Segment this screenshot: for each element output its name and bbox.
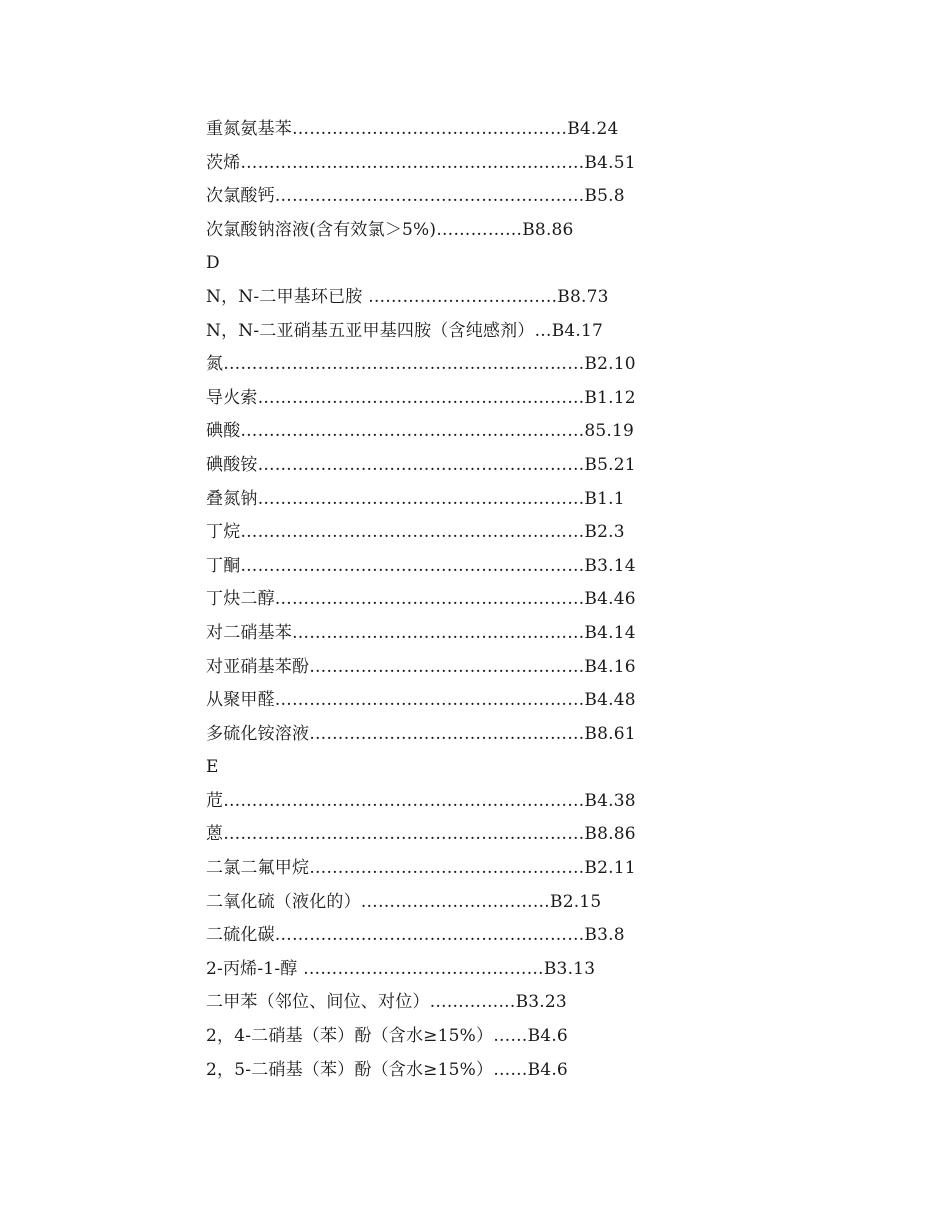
index-entry: 碘酸……………………………………………………85.19 <box>206 421 635 442</box>
index-entry: 导火索…………………………………………………B1.12 <box>206 387 636 408</box>
index-entry: 碘酸铵…………………………………………………B5.21 <box>206 454 636 475</box>
index-entry: 2，5-二硝基（苯）酚（含水≥15%）……B4.6 <box>206 1059 568 1080</box>
index-entry: 次氯酸钠溶液(含有效氯＞5%)……………B8.86 <box>206 219 574 240</box>
index-entry: 丁烷……………………………………………………B2.3 <box>206 522 625 543</box>
index-entry: 对亚硝基苯酚…………………………………………B4.16 <box>206 656 636 677</box>
index-entry: 茨烯……………………………………………………B4.51 <box>206 152 636 173</box>
index-entry: 丁酮……………………………………………………B3.14 <box>206 555 636 576</box>
index-entry: 二氯二氟甲烷…………………………………………B2.11 <box>206 858 636 879</box>
index-entry: 多硫化铵溶液…………………………………………B8.61 <box>206 723 636 744</box>
index-entry: 重氮氨基苯…………………………………………B4.24 <box>206 119 619 139</box>
index-entry: N，N-二亚硝基五亚甲基四胺（含纯感剂）…B4.17 <box>206 320 604 341</box>
chemical-index-list <box>206 113 636 1087</box>
section-letter-e: E <box>206 757 219 778</box>
index-entry: 从聚甲醛………………………………………………B4.48 <box>206 690 636 711</box>
index-entry: 氮………………………………………………………B2.10 <box>206 354 636 375</box>
index-entry: 苊………………………………………………………B4.38 <box>206 790 636 811</box>
index-entry: 二甲苯（邻位、间位、对位）……………B3.23 <box>206 992 567 1013</box>
index-entry: 2-丙烯-1-醇 ……………………………………B3.13 <box>206 958 596 979</box>
index-entry: 叠氮钠…………………………………………………B1.1 <box>206 488 625 509</box>
index-entry: 蒽………………………………………………………B8.86 <box>206 824 636 845</box>
index-entry: 丁炔二醇………………………………………………B4.46 <box>206 589 636 610</box>
index-entry: N，N-二甲基环已胺 ……………………………B8.73 <box>206 286 609 307</box>
index-entry: 2，4-二硝基（苯）酚（含水≥15%）……B4.6 <box>206 1026 568 1047</box>
section-letter-d: D <box>206 253 220 274</box>
index-entry: 对二硝基苯……………………………………………B4.14 <box>206 622 636 643</box>
index-entry: 二氧化硫（液化的）……………………………B2.15 <box>206 891 602 912</box>
index-entry: 二硫化碳………………………………………………B3.8 <box>206 925 625 946</box>
index-entry: 次氯酸钙………………………………………………B5.8 <box>206 186 625 207</box>
